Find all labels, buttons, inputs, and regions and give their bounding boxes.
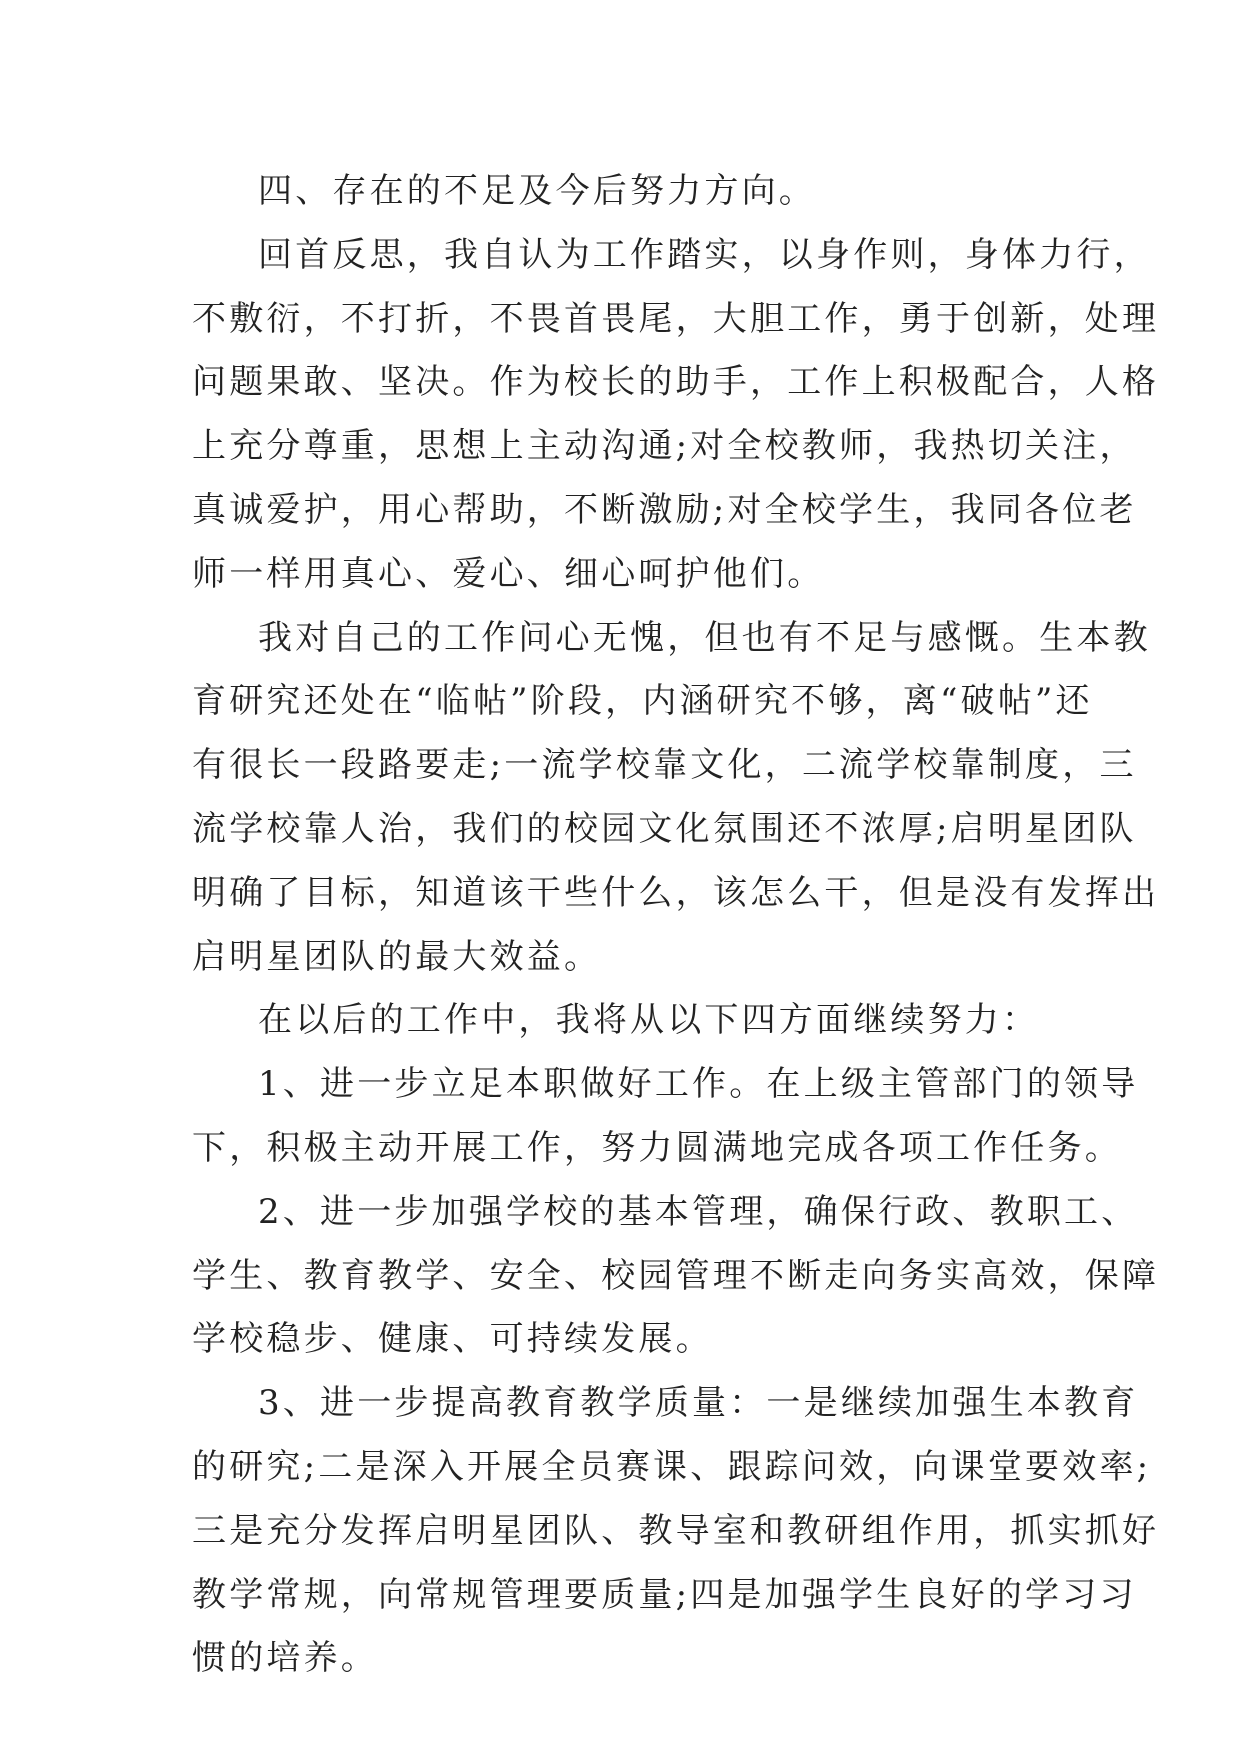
text-line: 学生、教育教学、安全、校园管理不断走向务实高效，保障 <box>192 1255 1160 1296</box>
text-line: 的研究;二是深入开展全员赛课、跟踪问效，向课堂要效率; <box>192 1446 1152 1487</box>
text-line: 启明星团队的最大效益。 <box>192 936 602 977</box>
text-line: 2、进一步加强学校的基本管理，确保行政、教职工、 <box>258 1191 1139 1232</box>
text-line: 回首反思，我自认为工作踏实，以身作则，身体力行， <box>258 234 1151 275</box>
text-line: 1、进一步立足本职做好工作。在上级主管部门的领导 <box>258 1064 1139 1105</box>
text-line: 教学常规，向常规管理要质量;四是加强学生良好的学习习 <box>192 1574 1137 1615</box>
text-line: 学校稳步、健康、可持续发展。 <box>192 1319 713 1360</box>
text-line: 三是充分发挥启明星团队、教导室和教研组作用，抓实抓好 <box>192 1510 1160 1551</box>
text-line: 下，积极主动开展工作，努力圆满地完成各项工作任务。 <box>192 1127 1122 1168</box>
text-line: 明确了目标，知道该干些什么，该怎么干，但是没有发挥出 <box>192 872 1160 913</box>
text-line: 上充分尊重，思想上主动沟通;对全校教师，我热切关注， <box>192 426 1137 467</box>
text-line: 流学校靠人治，我们的校园文化氛围还不浓厚;启明星团队 <box>192 808 1137 849</box>
document-body <box>192 160 1160 1691</box>
text-line: 师一样用真心、爱心、细心呵护他们。 <box>192 553 825 594</box>
text-line: 四、存在的不足及今后努力方向。 <box>258 171 816 211</box>
text-line: 不敷衍，不打折，不畏首畏尾，大胆工作，勇于创新，处理 <box>192 298 1160 339</box>
text-line: 有很长一段路要走;一流学校靠文化，二流学校靠制度，三 <box>192 745 1137 786</box>
text-line: 真诚爱护，用心帮助，不断激励;对全校学生，我同各位老 <box>192 489 1137 530</box>
text-line: 我对自己的工作问心无愧，但也有不足与感慨。生本教 <box>258 617 1151 658</box>
text-line: 惯的培养。 <box>192 1638 378 1679</box>
text-line: 3、进一步提高教育教学质量：一是继续加强生本教育 <box>258 1383 1139 1424</box>
text-line: 在以后的工作中，我将从以下四方面继续努力： <box>258 1000 1040 1041</box>
text-line: 问题果敢、坚决。作为校长的助手，工作上积极配合，人格 <box>192 362 1160 403</box>
text-line: 育研究还处在“临帖”阶段，内涵研究不够，离“破帖”还 <box>192 681 1093 722</box>
